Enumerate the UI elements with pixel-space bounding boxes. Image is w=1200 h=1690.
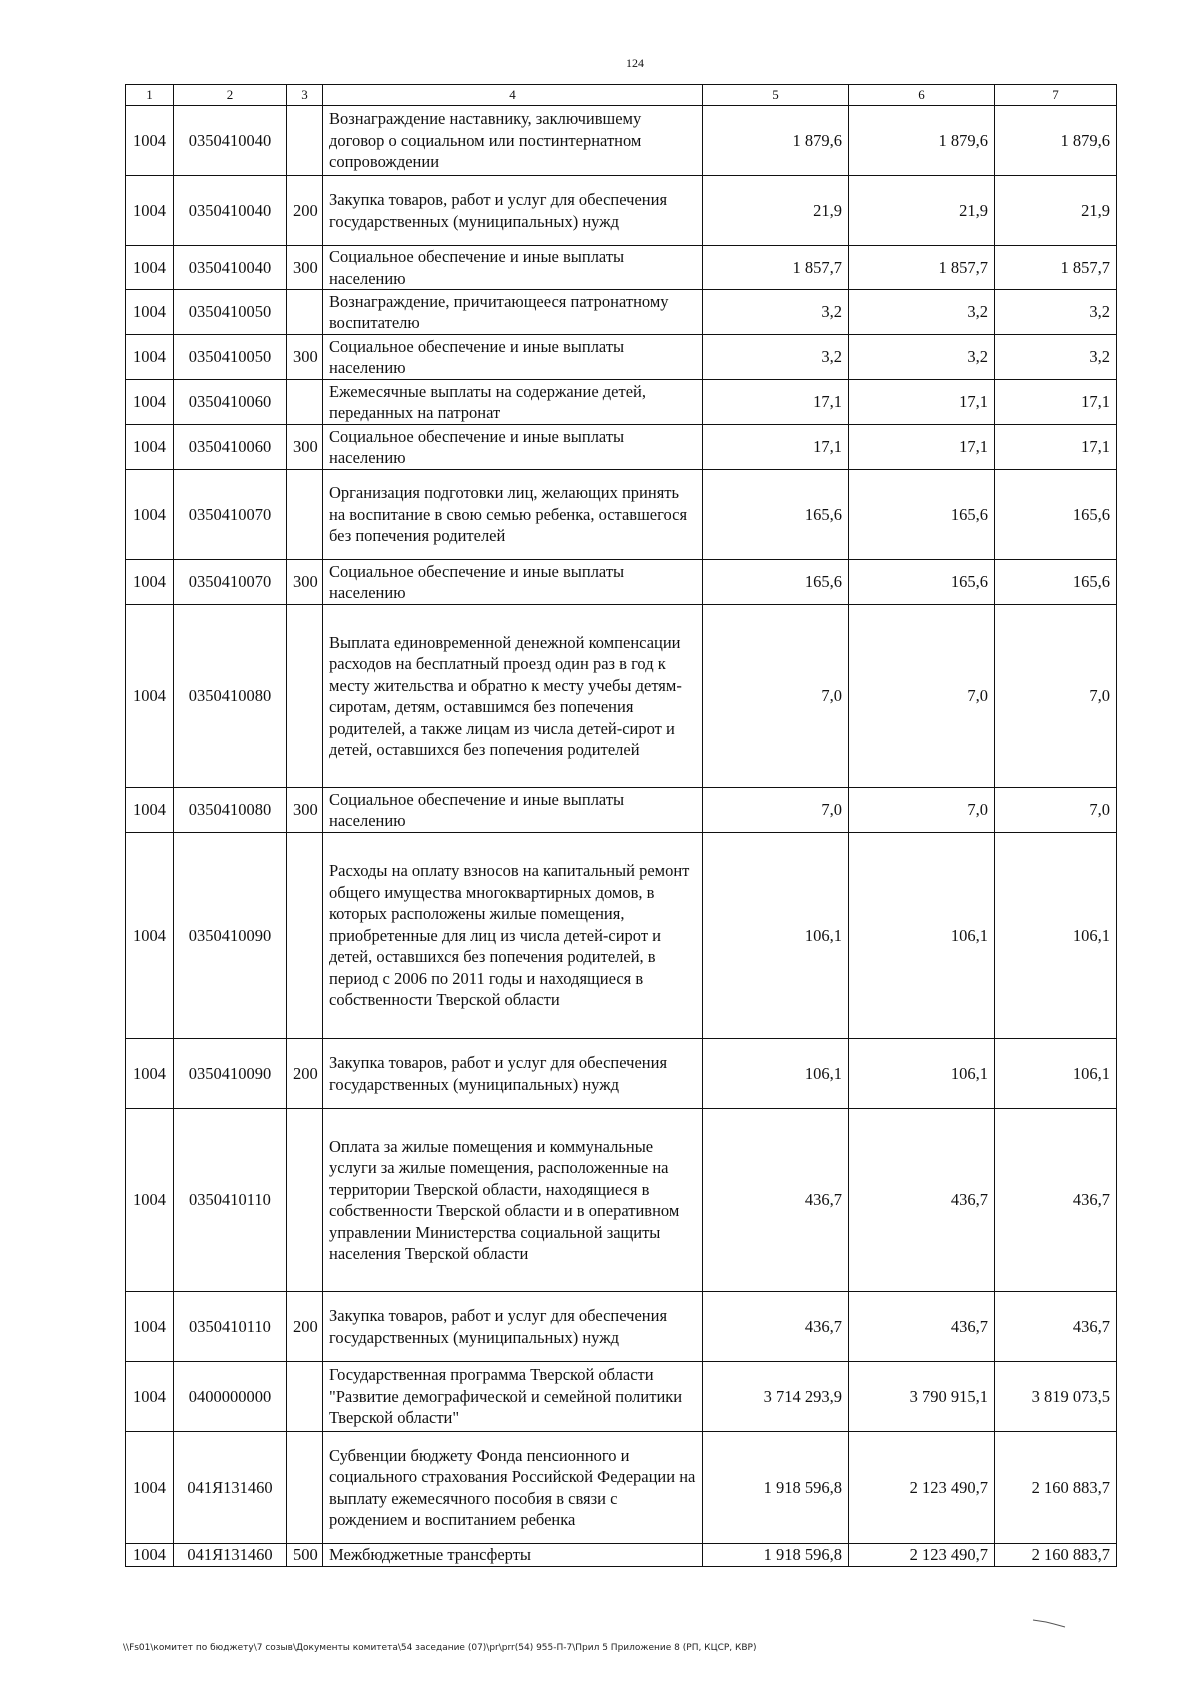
- cell-description: Социальное обеспечение и иные выплаты населению: [323, 788, 703, 833]
- cell-amount-year3: 436,7: [995, 1109, 1117, 1292]
- table-row: [126, 290, 1117, 335]
- table-row: [126, 246, 1117, 290]
- cell-section: 1004: [126, 1544, 174, 1567]
- cell-amount-year1: 1 857,7: [703, 246, 849, 290]
- cell-description: Социальное обеспечение и иные выплаты населению: [323, 246, 703, 290]
- cell-amount-year1: 3,2: [703, 290, 849, 335]
- cell-section: 1004: [126, 380, 174, 425]
- col-header-target: 2: [174, 85, 287, 106]
- cell-description: Ежемесячные выплаты на содержание детей, переданных на патронат: [323, 380, 703, 425]
- cell-section: 1004: [126, 1292, 174, 1362]
- cell-expense-type: [287, 1432, 323, 1544]
- cell-amount-year1: 106,1: [703, 1039, 849, 1109]
- table-row: [126, 833, 1117, 1039]
- table-row: [126, 470, 1117, 560]
- cell-section: 1004: [126, 290, 174, 335]
- cell-target-code: 0350410070: [174, 470, 287, 560]
- cell-section: 1004: [126, 335, 174, 380]
- cell-amount-year2: 106,1: [849, 1039, 995, 1109]
- table-row: [126, 380, 1117, 425]
- cell-expense-type: [287, 1109, 323, 1292]
- table-row: [126, 788, 1117, 833]
- cell-expense-type: [287, 290, 323, 335]
- table-row: [126, 1362, 1117, 1432]
- cell-amount-year3: 106,1: [995, 1039, 1117, 1109]
- cell-amount-year2: 3,2: [849, 290, 995, 335]
- cell-amount-year1: 3 714 293,9: [703, 1362, 849, 1432]
- cell-description: Социальное обеспечение и иные выплаты населению: [323, 335, 703, 380]
- cell-amount-year2: 1 879,6: [849, 106, 995, 176]
- cell-expense-type: 200: [287, 176, 323, 246]
- cell-description: Социальное обеспечение и иные выплаты населению: [323, 425, 703, 470]
- cell-expense-type: 200: [287, 1292, 323, 1362]
- cell-expense-type: 300: [287, 788, 323, 833]
- cell-amount-year2: 2 123 490,7: [849, 1432, 995, 1544]
- cell-target-code: 0350410090: [174, 1039, 287, 1109]
- cell-amount-year3: 165,6: [995, 470, 1117, 560]
- cell-section: 1004: [126, 470, 174, 560]
- cell-amount-year3: 3,2: [995, 335, 1117, 380]
- cell-amount-year3: 7,0: [995, 605, 1117, 788]
- page-number: 124: [626, 56, 644, 70]
- table-row: [126, 605, 1117, 788]
- cell-description: Государственная программа Тверской области "Развитие демографической и семейной политики Тверской области": [323, 1362, 703, 1432]
- cell-section: 1004: [126, 1039, 174, 1109]
- table-row: [126, 1432, 1117, 1544]
- cell-section: 1004: [126, 1109, 174, 1292]
- cell-target-code: 0350410060: [174, 380, 287, 425]
- cell-expense-type: [287, 470, 323, 560]
- cell-amount-year3: 1 857,7: [995, 246, 1117, 290]
- cell-amount-year2: 17,1: [849, 380, 995, 425]
- cell-target-code: 0350410040: [174, 106, 287, 176]
- cell-target-code: 0350410090: [174, 833, 287, 1039]
- table-row: [126, 106, 1117, 176]
- cell-section: 1004: [126, 605, 174, 788]
- cell-description: Оплата за жилые помещения и коммунальные услуги за жилые помещения, расположенные на территории Тверской области, находящиеся в собственности Тверской области и в оперативном управлении Министерства социальной защиты населения Тверской области: [323, 1109, 703, 1292]
- col-header-section: 1: [126, 85, 174, 106]
- cell-expense-type: [287, 380, 323, 425]
- cell-description: Закупка товаров, работ и услуг для обеспечения государственных (муниципальных) нужд: [323, 1039, 703, 1109]
- table-row: [126, 1109, 1117, 1292]
- cell-expense-type: 300: [287, 560, 323, 605]
- cell-description: Закупка товаров, работ и услуг для обеспечения государственных (муниципальных) нужд: [323, 176, 703, 246]
- cell-section: 1004: [126, 833, 174, 1039]
- cell-amount-year2: 21,9: [849, 176, 995, 246]
- cell-amount-year2: 106,1: [849, 833, 995, 1039]
- cell-expense-type: [287, 106, 323, 176]
- cell-section: 1004: [126, 1432, 174, 1544]
- cell-amount-year3: 3 819 073,5: [995, 1362, 1117, 1432]
- cell-expense-type: 500: [287, 1544, 323, 1567]
- cell-section: 1004: [126, 425, 174, 470]
- cell-amount-year1: 7,0: [703, 788, 849, 833]
- cell-amount-year1: 165,6: [703, 470, 849, 560]
- cell-amount-year2: 436,7: [849, 1109, 995, 1292]
- cell-amount-year1: 436,7: [703, 1292, 849, 1362]
- cell-amount-year1: 1 918 596,8: [703, 1544, 849, 1567]
- col-header-description: 4: [323, 85, 703, 106]
- cell-amount-year2: 3 790 915,1: [849, 1362, 995, 1432]
- cell-amount-year3: 17,1: [995, 425, 1117, 470]
- cell-amount-year1: 17,1: [703, 425, 849, 470]
- cell-amount-year2: 165,6: [849, 470, 995, 560]
- cell-target-code: 0350410050: [174, 290, 287, 335]
- col-header-year2: 6: [849, 85, 995, 106]
- col-header-type: 3: [287, 85, 323, 106]
- cell-amount-year1: 7,0: [703, 605, 849, 788]
- cell-description: Закупка товаров, работ и услуг для обеспечения государственных (муниципальных) нужд: [323, 1292, 703, 1362]
- cell-description: Межбюджетные трансферты: [323, 1544, 703, 1567]
- table-row: [126, 425, 1117, 470]
- cell-amount-year1: 1 879,6: [703, 106, 849, 176]
- cell-amount-year3: 3,2: [995, 290, 1117, 335]
- cell-target-code: 0350410040: [174, 246, 287, 290]
- cell-amount-year3: 165,6: [995, 560, 1117, 605]
- cell-amount-year3: 1 879,6: [995, 106, 1117, 176]
- cell-amount-year2: 165,6: [849, 560, 995, 605]
- col-header-year3: 7: [995, 85, 1117, 106]
- cell-expense-type: [287, 833, 323, 1039]
- cell-amount-year3: 436,7: [995, 1292, 1117, 1362]
- cell-description: Организация подготовки лиц, желающих принять на воспитание в свою семью ребенка, оставшегося без попечения родителей: [323, 470, 703, 560]
- cell-expense-type: 300: [287, 246, 323, 290]
- cell-target-code: 041Я131460: [174, 1544, 287, 1567]
- cell-amount-year3: 7,0: [995, 788, 1117, 833]
- cell-amount-year2: 7,0: [849, 788, 995, 833]
- cell-section: 1004: [126, 176, 174, 246]
- cell-amount-year2: 2 123 490,7: [849, 1544, 995, 1567]
- cell-expense-type: 300: [287, 335, 323, 380]
- cell-target-code: 0400000000: [174, 1362, 287, 1432]
- cell-amount-year1: 106,1: [703, 833, 849, 1039]
- cell-amount-year1: 165,6: [703, 560, 849, 605]
- cell-amount-year2: 436,7: [849, 1292, 995, 1362]
- cell-description: Вознаграждение, причитающееся патронатному воспитателю: [323, 290, 703, 335]
- cell-amount-year3: 2 160 883,7: [995, 1544, 1117, 1567]
- cell-expense-type: [287, 605, 323, 788]
- cell-target-code: 0350410050: [174, 335, 287, 380]
- cell-amount-year2: 3,2: [849, 335, 995, 380]
- cell-description: Социальное обеспечение и иные выплаты населению: [323, 560, 703, 605]
- cell-amount-year3: 106,1: [995, 833, 1117, 1039]
- table-row: [126, 560, 1117, 605]
- cell-expense-type: 300: [287, 425, 323, 470]
- cell-amount-year3: 17,1: [995, 380, 1117, 425]
- cell-target-code: 0350410040: [174, 176, 287, 246]
- cell-target-code: 0350410110: [174, 1109, 287, 1292]
- cell-target-code: 0350410080: [174, 605, 287, 788]
- cell-description: Расходы на оплату взносов на капитальный ремонт общего имущества многоквартирных домов, в которых расположены жилые помещения, приобретенные для лиц из числа детей-сирот и детей, оставшихся без попечения родителей, в период с 2006 по 2011 годы и находящиеся в собственности Тверской области: [323, 833, 703, 1039]
- budget-table: [125, 84, 1117, 1567]
- cell-target-code: 0350410060: [174, 425, 287, 470]
- cell-section: 1004: [126, 246, 174, 290]
- cell-section: 1004: [126, 788, 174, 833]
- table-row: [126, 1292, 1117, 1362]
- table-row: [126, 176, 1117, 246]
- cell-expense-type: 200: [287, 1039, 323, 1109]
- cell-target-code: 0350410110: [174, 1292, 287, 1362]
- cell-amount-year1: 1 918 596,8: [703, 1432, 849, 1544]
- cell-amount-year2: 7,0: [849, 605, 995, 788]
- cell-amount-year1: 3,2: [703, 335, 849, 380]
- cell-amount-year1: 436,7: [703, 1109, 849, 1292]
- cell-amount-year2: 1 857,7: [849, 246, 995, 290]
- cell-amount-year3: 2 160 883,7: [995, 1432, 1117, 1544]
- cell-target-code: 041Я131460: [174, 1432, 287, 1544]
- header-row: [126, 85, 1117, 106]
- cell-amount-year3: 21,9: [995, 176, 1117, 246]
- cell-section: 1004: [126, 560, 174, 605]
- cell-section: 1004: [126, 1362, 174, 1432]
- scan-artifact-mark: [1032, 1618, 1066, 1628]
- table-row: [126, 335, 1117, 380]
- footer-file-path: \\Fs01\комитет по бюджету\7 созыв\Документы комитета\54 заседание (07)\pr\prr(54) 955-П-7\Прил 5 Приложение 8 (РП, КЦСР, КВР): [123, 1643, 757, 1653]
- col-header-year1: 5: [703, 85, 849, 106]
- table-row: [126, 1544, 1117, 1567]
- cell-section: 1004: [126, 106, 174, 176]
- cell-amount-year1: 21,9: [703, 176, 849, 246]
- cell-expense-type: [287, 1362, 323, 1432]
- cell-description: Выплата единовременной денежной компенсации расходов на бесплатный проезд один раз в год к месту жительства и обратно к месту учебы детям-сиротам, детям, оставшимся без попечения родителей, а также лицам из числа детей-сирот и детей, оставшихся без попечения родителей: [323, 605, 703, 788]
- cell-description: Субвенции бюджету Фонда пенсионного и социального страхования Российской Федерации на выплату ежемесячного пособия в связи с рождением и воспитанием ребенка: [323, 1432, 703, 1544]
- table-row: [126, 1039, 1117, 1109]
- cell-target-code: 0350410080: [174, 788, 287, 833]
- cell-amount-year1: 17,1: [703, 380, 849, 425]
- cell-description: Вознаграждение наставнику, заключившему договор о социальном или постинтернатном сопровождении: [323, 106, 703, 176]
- cell-target-code: 0350410070: [174, 560, 287, 605]
- cell-amount-year2: 17,1: [849, 425, 995, 470]
